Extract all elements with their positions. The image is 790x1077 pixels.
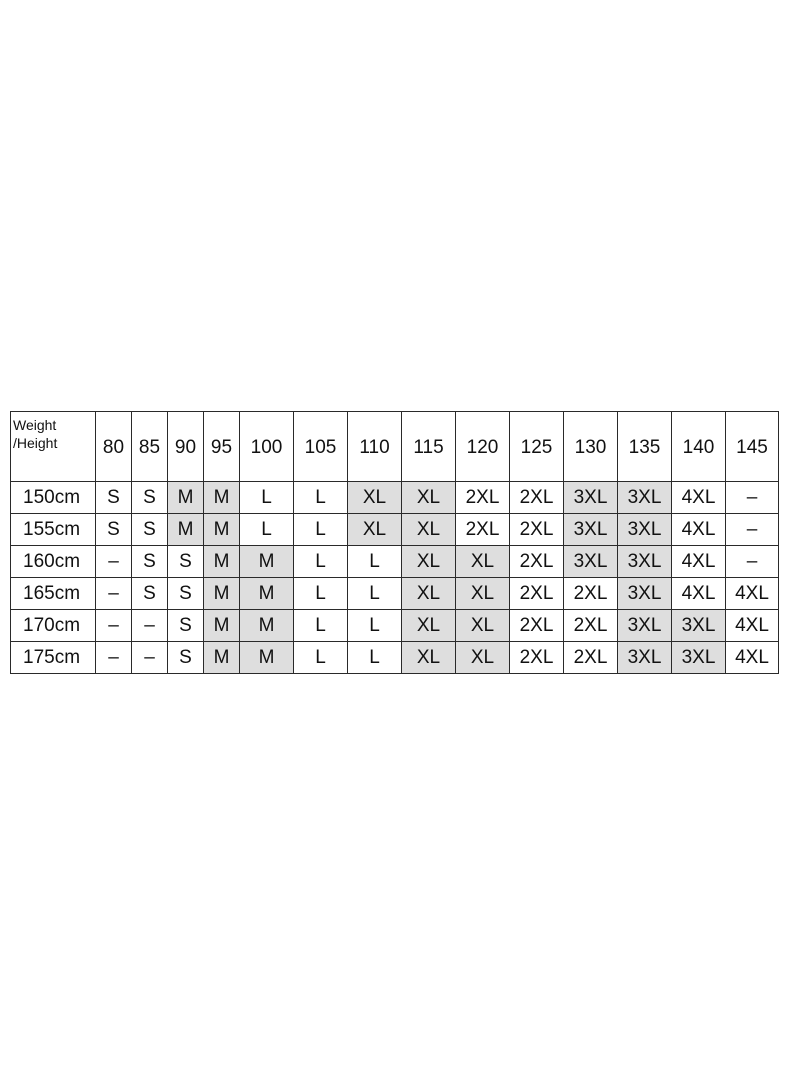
size-cell: 2XL xyxy=(564,578,618,610)
height-label-cell: 165cm xyxy=(11,578,96,610)
size-cell: M xyxy=(204,482,240,514)
weight-header-cell: 125 xyxy=(510,412,564,482)
size-cell: S xyxy=(96,482,132,514)
size-cell: L xyxy=(348,610,402,642)
size-cell: M xyxy=(240,642,294,674)
size-cell: L xyxy=(240,482,294,514)
height-label-cell: 160cm xyxy=(11,546,96,578)
weight-header-cell: 140 xyxy=(672,412,726,482)
size-cell: – xyxy=(726,514,779,546)
size-cell: 3XL xyxy=(564,546,618,578)
size-cell: 2XL xyxy=(456,482,510,514)
size-cell: L xyxy=(348,642,402,674)
weight-header-cell: 115 xyxy=(402,412,456,482)
size-row xyxy=(11,610,779,642)
size-cell: M xyxy=(204,642,240,674)
size-cell: L xyxy=(294,546,348,578)
size-row xyxy=(11,578,779,610)
size-cell: L xyxy=(294,610,348,642)
size-row xyxy=(11,514,779,546)
size-cell: XL xyxy=(456,610,510,642)
size-cell: – xyxy=(96,610,132,642)
weight-header-cell: 85 xyxy=(132,412,168,482)
size-cell: L xyxy=(348,578,402,610)
size-cell: M xyxy=(240,578,294,610)
size-cell: 2XL xyxy=(510,546,564,578)
size-cell: S xyxy=(168,610,204,642)
size-cell: M xyxy=(240,610,294,642)
height-label-cell: 175cm xyxy=(11,642,96,674)
size-cell: 4XL xyxy=(672,482,726,514)
weight-header-row xyxy=(11,412,779,482)
corner-weight-label: Weight xyxy=(13,417,57,433)
height-label-cell: 155cm xyxy=(11,514,96,546)
size-cell: 3XL xyxy=(618,514,672,546)
size-row xyxy=(11,482,779,514)
corner-height-label: /Height xyxy=(13,434,58,451)
size-cell: 3XL xyxy=(618,610,672,642)
size-cell: – xyxy=(132,642,168,674)
size-cell: – xyxy=(132,610,168,642)
size-cell: M xyxy=(204,610,240,642)
size-cell: S xyxy=(132,514,168,546)
weight-header-cell: 80 xyxy=(96,412,132,482)
size-cell: XL xyxy=(402,482,456,514)
size-cell: – xyxy=(726,482,779,514)
size-cell: M xyxy=(204,546,240,578)
size-cell: 4XL xyxy=(672,514,726,546)
size-cell: XL xyxy=(402,578,456,610)
size-cell: S xyxy=(132,578,168,610)
size-cell: 3XL xyxy=(672,610,726,642)
size-cell: 3XL xyxy=(672,642,726,674)
size-cell: M xyxy=(204,514,240,546)
size-chart-table xyxy=(10,411,779,674)
weight-header-cell: 110 xyxy=(348,412,402,482)
size-cell: S xyxy=(132,482,168,514)
corner-header-cell xyxy=(11,412,96,482)
size-cell: 2XL xyxy=(510,642,564,674)
size-cell: 2XL xyxy=(456,514,510,546)
size-cell: M xyxy=(204,578,240,610)
size-cell: S xyxy=(168,546,204,578)
size-cell: 4XL xyxy=(726,610,779,642)
size-cell: M xyxy=(240,546,294,578)
weight-header-cell: 100 xyxy=(240,412,294,482)
size-cell: XL xyxy=(402,514,456,546)
height-label-cell: 170cm xyxy=(11,610,96,642)
size-cell: 4XL xyxy=(726,642,779,674)
size-cell: S xyxy=(168,578,204,610)
size-cell: – xyxy=(96,578,132,610)
weight-header-cell: 135 xyxy=(618,412,672,482)
weight-header-cell: 130 xyxy=(564,412,618,482)
weight-header-cell: 95 xyxy=(204,412,240,482)
size-cell: XL xyxy=(456,578,510,610)
size-cell: M xyxy=(168,482,204,514)
size-cell: XL xyxy=(456,642,510,674)
size-cell: 2XL xyxy=(510,482,564,514)
size-cell: L xyxy=(348,546,402,578)
size-cell: 2XL xyxy=(510,578,564,610)
size-cell: S xyxy=(132,546,168,578)
size-cell: 3XL xyxy=(564,482,618,514)
size-cell: 3XL xyxy=(618,578,672,610)
size-cell: 2XL xyxy=(564,610,618,642)
size-cell: L xyxy=(294,578,348,610)
size-cell: 4XL xyxy=(672,546,726,578)
height-label-cell: 150cm xyxy=(11,482,96,514)
size-cell: 4XL xyxy=(726,578,779,610)
size-cell: XL xyxy=(456,546,510,578)
size-cell: XL xyxy=(348,514,402,546)
size-cell: 3XL xyxy=(618,546,672,578)
size-cell: XL xyxy=(402,546,456,578)
size-cell: – xyxy=(96,546,132,578)
size-cell: L xyxy=(294,642,348,674)
weight-header-cell: 120 xyxy=(456,412,510,482)
size-cell: – xyxy=(726,546,779,578)
size-cell: S xyxy=(96,514,132,546)
size-cell: L xyxy=(294,514,348,546)
size-cell: L xyxy=(240,514,294,546)
size-cell: L xyxy=(294,482,348,514)
size-row xyxy=(11,642,779,674)
size-cell: 3XL xyxy=(564,514,618,546)
weight-header-cell: 105 xyxy=(294,412,348,482)
size-row xyxy=(11,546,779,578)
size-cell: XL xyxy=(402,610,456,642)
weight-header-cell: 145 xyxy=(726,412,779,482)
size-cell: 2XL xyxy=(510,514,564,546)
size-cell: 3XL xyxy=(618,482,672,514)
size-cell: XL xyxy=(348,482,402,514)
size-cell: 3XL xyxy=(618,642,672,674)
size-cell: – xyxy=(96,642,132,674)
size-cell: 2XL xyxy=(564,642,618,674)
weight-header-cell: 90 xyxy=(168,412,204,482)
size-cell: S xyxy=(168,642,204,674)
size-cell: 2XL xyxy=(510,610,564,642)
size-cell: XL xyxy=(402,642,456,674)
size-cell: 4XL xyxy=(672,578,726,610)
size-cell: M xyxy=(168,514,204,546)
